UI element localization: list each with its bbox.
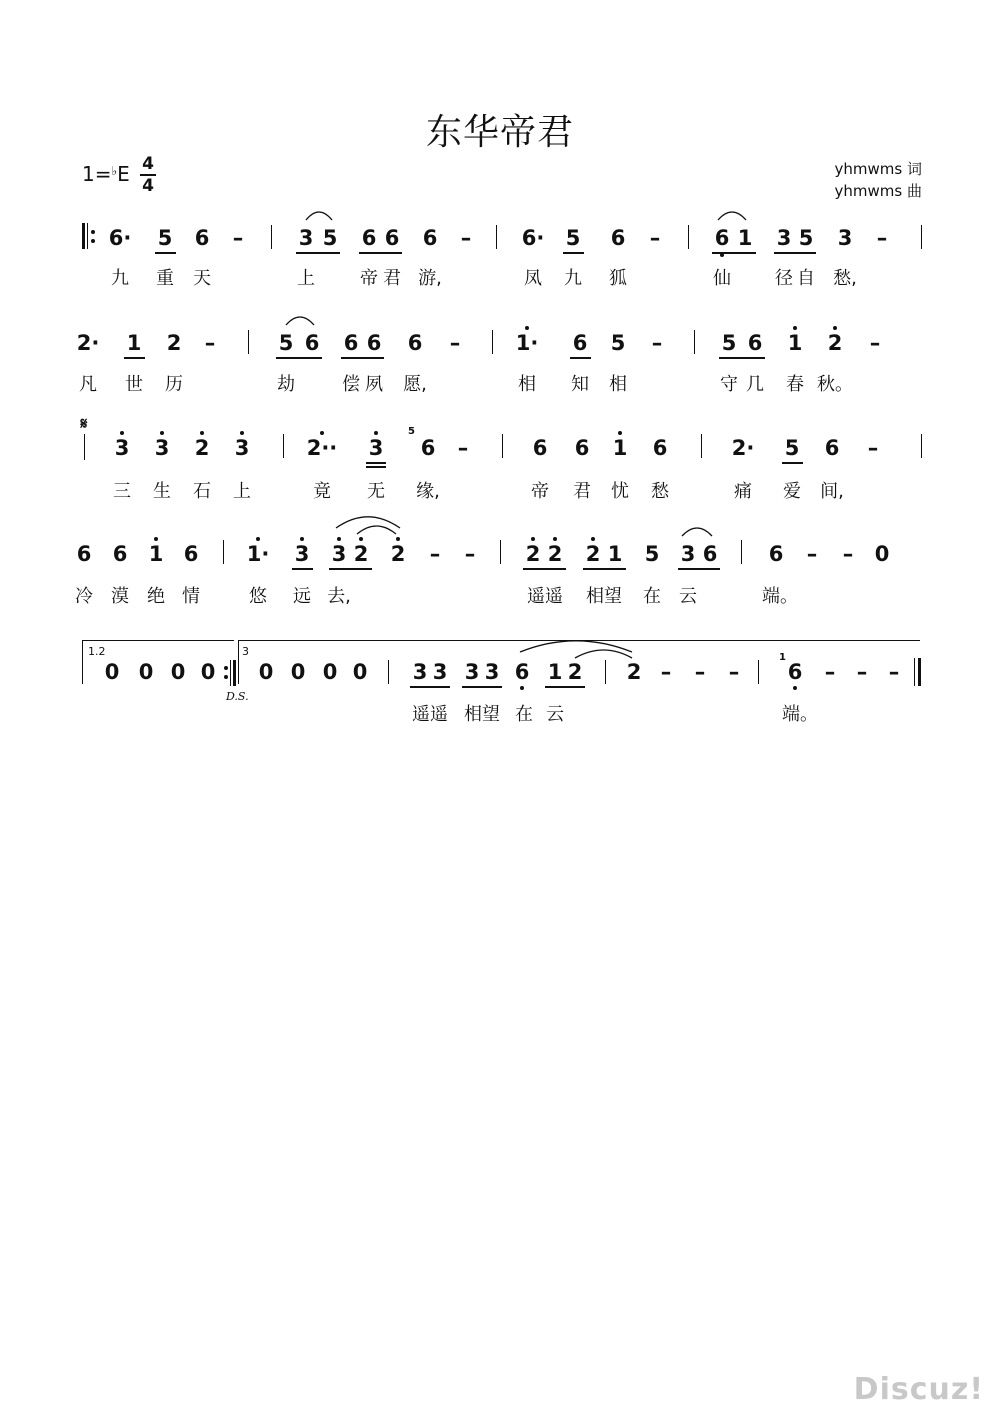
underline	[719, 357, 765, 359]
volta-label-1: 1.2	[88, 645, 106, 658]
barline	[605, 660, 606, 684]
underline	[359, 252, 402, 254]
lyric-syllable: 无	[367, 481, 385, 502]
lyric-syllable: 君	[573, 481, 591, 502]
slur-arc	[336, 514, 400, 530]
octave-dot-high	[120, 431, 124, 435]
segno-sign: 𝄋	[80, 414, 88, 433]
note: –	[649, 226, 661, 250]
note: 3	[776, 226, 792, 250]
note: –	[660, 660, 672, 684]
lyric-syllable: 痛	[734, 481, 752, 502]
note: 6	[361, 226, 377, 250]
time-top: 4	[142, 154, 154, 174]
note: 6	[768, 542, 784, 566]
note: –	[651, 331, 663, 355]
note: 2	[626, 660, 642, 684]
lyric-syllable: 绝	[147, 586, 165, 607]
lyric-syllable: 几	[746, 374, 764, 395]
octave-dot-high	[256, 537, 260, 541]
lyric-syllable: 偿	[342, 374, 360, 395]
note: 6	[787, 660, 803, 684]
final-barline-thin	[914, 658, 915, 686]
note: 3	[331, 542, 347, 566]
lyric-syllable: 缘,	[416, 481, 440, 502]
note: 1	[737, 226, 753, 250]
barline	[496, 225, 497, 249]
note: 0	[200, 660, 216, 684]
note: 1·	[515, 331, 539, 355]
underline	[410, 686, 450, 688]
volta-label-2: 3	[242, 645, 249, 658]
note: 6	[532, 436, 548, 460]
underline	[341, 357, 384, 359]
barline	[688, 225, 689, 249]
lyric-syllable: 相望	[586, 586, 622, 607]
note: 6·	[521, 226, 545, 250]
underline	[678, 568, 720, 570]
octave-dot-high	[240, 431, 244, 435]
underline	[570, 357, 591, 359]
note: –	[232, 226, 244, 250]
note: 6	[112, 542, 128, 566]
note: 6	[514, 660, 530, 684]
note: 3	[464, 660, 480, 684]
lyric-syllable: 上	[233, 481, 251, 502]
note: 6	[420, 436, 436, 460]
lyric-syllable: 云	[546, 704, 564, 725]
lyric-syllable: 仙	[713, 268, 731, 289]
note: 3	[432, 660, 448, 684]
note: 1	[126, 331, 142, 355]
barline	[492, 330, 493, 354]
underline	[276, 357, 322, 359]
slur-arc	[682, 526, 712, 538]
lyric-syllable: 漠	[111, 586, 129, 607]
barline	[500, 540, 501, 564]
note: 6	[422, 226, 438, 250]
octave-dot-high	[359, 537, 363, 541]
slur-arc	[718, 210, 746, 222]
barline	[283, 434, 284, 458]
time-signature	[138, 154, 158, 196]
note: 3	[234, 436, 250, 460]
note: 2·	[731, 436, 755, 460]
underline	[462, 686, 502, 688]
barline	[388, 660, 389, 684]
note: 1	[148, 542, 164, 566]
note: 6	[183, 542, 199, 566]
lyric-syllable: 石	[193, 481, 211, 502]
octave-dot-low	[720, 253, 724, 257]
note: 5	[322, 226, 338, 250]
note: 3	[837, 226, 853, 250]
note: 2	[390, 542, 406, 566]
slur-arc	[575, 648, 632, 660]
note: 0	[258, 660, 274, 684]
key-prefix: 1=	[82, 162, 112, 186]
underline	[292, 568, 313, 570]
octave-dot-high	[200, 431, 204, 435]
underline	[563, 252, 584, 254]
lyric-syllable: 天	[193, 268, 211, 289]
lyric-syllable: 相	[518, 374, 536, 395]
lyric-syllable: 游,	[418, 268, 442, 289]
barline	[741, 540, 742, 564]
slur-arc	[520, 638, 632, 654]
lyric-syllable: 去,	[327, 586, 351, 607]
note: 6	[574, 436, 590, 460]
note: 6	[610, 226, 626, 250]
lyric-syllable: 愁,	[833, 268, 857, 289]
repeat-dot	[91, 230, 95, 234]
lyric-syllable: 愁	[651, 481, 669, 502]
note: 5	[784, 436, 800, 460]
note: 1·	[246, 542, 270, 566]
underline	[523, 568, 566, 570]
note: 2	[827, 331, 843, 355]
underline	[712, 252, 756, 254]
watermark: Discuz!	[853, 1372, 984, 1407]
note: 0	[104, 660, 120, 684]
note: 6	[76, 542, 92, 566]
page-title: 东华帝君	[425, 112, 574, 153]
volta-line	[238, 640, 920, 641]
lyric-syllable: 端。	[782, 704, 818, 725]
grace-note: 5	[408, 426, 415, 437]
octave-dot-high	[300, 537, 304, 541]
lyric-syllable: 在	[515, 704, 533, 725]
volta-bracket-right	[238, 640, 239, 684]
underline	[124, 357, 145, 359]
lyric-syllable: 相	[609, 374, 627, 395]
note: 2	[547, 542, 563, 566]
note: 2	[525, 542, 541, 566]
note: 1	[612, 436, 628, 460]
lyric-syllable: 遥遥	[412, 704, 448, 725]
note: 3	[154, 436, 170, 460]
note: 0	[170, 660, 186, 684]
note: 5	[157, 226, 173, 250]
octave-dot-high	[525, 326, 529, 330]
underline	[296, 252, 340, 254]
octave-dot-high	[531, 537, 535, 541]
note: 6	[194, 226, 210, 250]
lyric-syllable: 间,	[820, 481, 844, 502]
barline	[271, 225, 272, 249]
slur-arc	[306, 210, 332, 222]
lyric-syllable: 重	[156, 268, 174, 289]
barline	[223, 540, 224, 564]
lyric-syllable: 君	[383, 268, 401, 289]
note: –	[460, 226, 472, 250]
octave-dot-high	[320, 431, 324, 435]
lyric-syllable: 帝	[360, 268, 378, 289]
octave-dot-low	[520, 686, 524, 690]
lyricist-credit: yhmwms 词	[834, 160, 922, 178]
lyric-syllable: 秋。	[817, 374, 853, 395]
note: 6	[343, 331, 359, 355]
note: 3	[114, 436, 130, 460]
note: –	[842, 542, 854, 566]
note: 6·	[108, 226, 132, 250]
barline	[701, 434, 702, 458]
note: 6	[366, 331, 382, 355]
note: –	[888, 660, 900, 684]
note: 0	[874, 542, 890, 566]
slur-arc	[357, 524, 396, 536]
note: 6	[824, 436, 840, 460]
volta-bracket-left	[82, 640, 83, 684]
lyric-syllable: 自	[797, 268, 815, 289]
lyric-syllable: 端。	[762, 586, 798, 607]
lyric-syllable: 夙	[365, 374, 383, 395]
note: 6	[572, 331, 588, 355]
lyric-syllable: 三	[113, 481, 131, 502]
note: –	[449, 331, 461, 355]
ds-mark: D.S.	[226, 690, 249, 703]
octave-dot-high	[374, 431, 378, 435]
note: 3	[294, 542, 310, 566]
lyric-syllable: 凡	[79, 374, 97, 395]
octave-dot-high	[833, 326, 837, 330]
lyric-syllable: 生	[153, 481, 171, 502]
note: 6	[304, 331, 320, 355]
octave-dot-low	[793, 686, 797, 690]
repeat-dot	[224, 675, 228, 679]
note: 3	[680, 542, 696, 566]
lyric-syllable: 春	[786, 374, 804, 395]
octave-dot-high	[160, 431, 164, 435]
lyric-syllable: 凤	[524, 268, 542, 289]
octave-dot-high	[591, 537, 595, 541]
key-note: E	[117, 162, 130, 186]
note: 6	[384, 226, 400, 250]
lyric-syllable: 径	[775, 268, 793, 289]
note: –	[876, 226, 888, 250]
note: –	[824, 660, 836, 684]
note: 1	[547, 660, 563, 684]
note: –	[869, 331, 881, 355]
note: –	[867, 436, 879, 460]
octave-dot-high	[793, 326, 797, 330]
lyric-syllable: 劫	[277, 374, 295, 395]
note: –	[728, 660, 740, 684]
note: 0	[322, 660, 338, 684]
note: –	[806, 542, 818, 566]
note: 3	[368, 436, 384, 460]
octave-dot-high	[337, 537, 341, 541]
note: –	[856, 660, 868, 684]
flat-symbol: ♭	[111, 164, 118, 178]
lyric-syllable: 冷	[75, 586, 93, 607]
note: 0	[138, 660, 154, 684]
barline	[758, 660, 759, 684]
barline	[694, 330, 695, 354]
note: 2·	[76, 331, 100, 355]
repeat-end-thin	[230, 660, 231, 686]
underline	[366, 462, 386, 464]
note: 6	[747, 331, 763, 355]
volta-line	[82, 640, 234, 641]
barline	[921, 434, 922, 458]
composer-credit: yhmwms 曲	[834, 182, 922, 200]
note: 3	[484, 660, 500, 684]
underline	[583, 568, 626, 570]
note: –	[204, 331, 216, 355]
octave-dot-high	[396, 537, 400, 541]
lyric-syllable: 知	[571, 374, 589, 395]
grace-note: 1	[779, 652, 786, 663]
lyric-syllable: 远	[293, 586, 311, 607]
lyric-syllable: 悠	[249, 586, 267, 607]
barline	[921, 225, 922, 249]
note: 6	[407, 331, 423, 355]
lyric-syllable: 九	[564, 268, 582, 289]
repeat-dot	[91, 239, 95, 243]
note: 2	[194, 436, 210, 460]
note: 2	[353, 542, 369, 566]
lyric-syllable: 世	[125, 374, 143, 395]
lyric-syllable: 守	[720, 374, 738, 395]
note: 5	[798, 226, 814, 250]
repeat-start-thin	[87, 223, 88, 249]
note: 3	[298, 226, 314, 250]
underline	[545, 686, 585, 688]
underline	[366, 466, 386, 468]
underline	[782, 462, 803, 464]
lyric-syllable: 遥遥	[527, 586, 563, 607]
lyric-syllable: 帝	[531, 481, 549, 502]
note: 3	[412, 660, 428, 684]
barline	[84, 434, 85, 460]
note: 5	[278, 331, 294, 355]
underline	[774, 252, 816, 254]
lyric-syllable: 情	[182, 586, 200, 607]
repeat-dot	[224, 666, 228, 670]
time-bottom: 4	[142, 176, 154, 196]
note: 5	[721, 331, 737, 355]
note: 1	[607, 542, 623, 566]
repeat-start-thick	[82, 223, 85, 249]
note: –	[429, 542, 441, 566]
note: 0	[290, 660, 306, 684]
key-signature	[82, 162, 130, 186]
repeat-end-thick	[233, 660, 236, 686]
note: 2··	[306, 436, 338, 460]
slur-arc	[286, 315, 314, 327]
note: 5	[610, 331, 626, 355]
octave-dot-high	[618, 431, 622, 435]
octave-dot-high	[553, 537, 557, 541]
note: 2	[567, 660, 583, 684]
final-barline-thick	[918, 658, 921, 686]
note: 2	[585, 542, 601, 566]
lyric-syllable: 历	[165, 374, 183, 395]
lyric-syllable: 狐	[609, 268, 627, 289]
lyric-syllable: 上	[297, 268, 315, 289]
note: 1	[787, 331, 803, 355]
note: 6	[702, 542, 718, 566]
lyric-syllable: 竟	[313, 481, 331, 502]
note: –	[464, 542, 476, 566]
lyric-syllable: 愿,	[403, 374, 427, 395]
note: 6	[652, 436, 668, 460]
barline	[248, 330, 249, 354]
lyric-syllable: 九	[111, 268, 129, 289]
note: 5	[565, 226, 581, 250]
note: 6	[714, 226, 730, 250]
note: –	[694, 660, 706, 684]
lyric-syllable: 忧	[611, 481, 629, 502]
barline	[502, 434, 503, 458]
note: 5	[644, 542, 660, 566]
note: –	[457, 436, 469, 460]
lyric-syllable: 相望	[464, 704, 500, 725]
lyric-syllable: 在	[643, 586, 661, 607]
note: 0	[352, 660, 368, 684]
lyric-syllable: 云	[679, 586, 697, 607]
note: 2	[166, 331, 182, 355]
underline	[155, 252, 176, 254]
lyric-syllable: 爱	[783, 481, 801, 502]
octave-dot-high	[154, 537, 158, 541]
underline	[329, 568, 372, 570]
